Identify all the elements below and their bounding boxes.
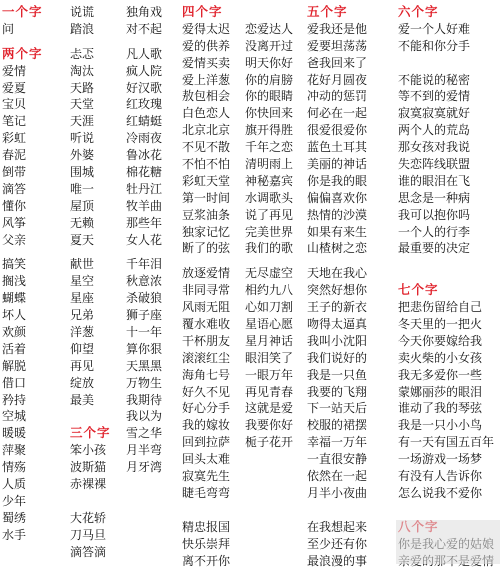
song-title: 我要你好	[245, 417, 293, 434]
song-title: 天路	[70, 80, 111, 97]
song-title: 活着	[2, 341, 43, 358]
song-title: 我是一只小小鸟	[398, 417, 494, 434]
song-title: 好心分手	[182, 400, 230, 417]
song-title: 杀破狼	[126, 290, 162, 307]
song-title: 萍聚	[2, 442, 43, 459]
song-title: 彩虹	[2, 130, 43, 147]
song-title: 断了的弦	[182, 240, 230, 257]
song-title: 北京北京	[182, 122, 230, 139]
song-title: 月半小夜曲	[307, 485, 367, 502]
song-title: 第一时间	[182, 190, 230, 207]
section-gap	[70, 38, 111, 46]
song-title: 仰望	[70, 341, 111, 358]
song-title: 懂你	[2, 198, 43, 215]
song-title: 独家记忆	[182, 224, 230, 241]
song-title: 彩虹天堂	[182, 173, 230, 190]
song-title: 海角七号	[182, 367, 230, 384]
song-title: 空城	[2, 408, 43, 425]
song-title: 很爱很爱你	[307, 122, 367, 139]
song-title: 一场游戏一场梦	[398, 451, 494, 468]
song-title: 你的眼睛	[245, 88, 293, 105]
song-title: 爱得太迟	[182, 21, 230, 38]
song-title: 天堂	[70, 96, 111, 113]
section-gap	[307, 257, 367, 265]
song-title: 人质	[2, 476, 43, 493]
song-title: 围城	[70, 164, 111, 181]
song-title: 唯一	[70, 181, 111, 198]
song-title: 豆浆油条	[182, 207, 230, 224]
song-title: 何必在一起	[307, 105, 367, 122]
song-title: 笔记	[2, 113, 43, 130]
section-gap	[70, 248, 111, 256]
song-title: 最浪漫的事	[307, 553, 367, 569]
song-title: 不能和你分手	[398, 38, 494, 55]
song-title: 吻得太逼真	[307, 316, 367, 333]
song-title: 搞笑	[2, 256, 43, 273]
song-title: 一个人的行李	[398, 224, 494, 241]
song-title: 一直很安静	[307, 451, 367, 468]
section-heading: 七个字	[398, 282, 494, 299]
song-title: 我期待	[126, 392, 162, 409]
song-title: 谁的眼泪在飞	[398, 173, 494, 190]
song-title: 淘汰	[70, 63, 111, 80]
song-title: 如果有来生	[307, 224, 367, 241]
song-title: 明天你好	[245, 55, 293, 72]
song-title: 神秘嘉宾	[245, 173, 293, 190]
song-title: 精忠报国	[182, 519, 230, 536]
song-title: 快乐崇拜	[182, 536, 230, 553]
song-title: 清明雨上	[245, 156, 293, 173]
song-title: 爱夏	[2, 80, 43, 97]
song-title: 刀马旦	[70, 527, 111, 544]
song-title: 突然好想你	[307, 282, 367, 299]
section-gap	[126, 248, 162, 256]
song-title: 至少还有你	[307, 536, 367, 553]
section-heading: 六个字	[398, 4, 494, 21]
song-title: 等不到的爱情	[398, 88, 494, 105]
song-title: 月牙湾	[126, 459, 162, 476]
song-title: 笨小孩	[70, 442, 111, 459]
song-title: 这就是爱	[245, 400, 293, 417]
song-title	[398, 265, 494, 282]
song-title: 回头太难	[182, 451, 230, 468]
song-title: 星座	[70, 290, 111, 307]
song-title: 山楂树之恋	[307, 240, 367, 257]
song-title	[245, 4, 293, 21]
column-3	[126, 4, 162, 476]
song-title: 无尽虚空	[245, 265, 293, 282]
song-title: 我可以抱你吗	[398, 207, 494, 224]
song-title: 冬天里的一把火	[398, 316, 494, 333]
song-title: 不怕不怕	[182, 156, 230, 173]
song-title: 我的嫁妆	[182, 417, 230, 434]
song-title: 疯人院	[126, 63, 162, 80]
song-title: 今天你要嫁给我	[398, 333, 494, 350]
song-title: 最美	[70, 392, 111, 409]
song-title: 卖火柴的小女孩	[398, 350, 494, 367]
column-6	[307, 4, 367, 569]
song-title: 倒带	[2, 164, 43, 181]
song-title: 非同寻常	[182, 282, 230, 299]
song-title: 干杯朋友	[182, 333, 230, 350]
song-title: 美丽的神话	[307, 156, 367, 173]
song-title: 搁浅	[2, 273, 43, 290]
song-title: 凡人歌	[126, 46, 162, 63]
song-title: 天涯	[70, 113, 111, 130]
song-title: 放逐爱情	[182, 265, 230, 282]
song-title: 蝴蝶	[2, 290, 43, 307]
song-title: 情殇	[2, 459, 43, 476]
column-4	[182, 4, 230, 569]
song-title: 王子的新衣	[307, 299, 367, 316]
column-2	[70, 4, 111, 561]
song-title: 天地在我心	[307, 265, 367, 282]
song-title: 我叫小沈阳	[307, 333, 367, 350]
column-1	[2, 4, 43, 544]
song-title: 风筝	[2, 215, 43, 232]
song-title: 相约九八	[245, 282, 293, 299]
song-title: 春泥	[2, 147, 43, 164]
section-gap	[182, 257, 230, 265]
song-title: 屋顶	[70, 198, 111, 215]
song-title: 回到拉萨	[182, 434, 230, 451]
song-title: 好汉歌	[126, 80, 162, 97]
song-title: 花好月圆夜	[307, 72, 367, 89]
song-title: 鲁冰花	[126, 147, 162, 164]
song-title: 宝贝	[2, 96, 43, 113]
song-title: 我是一只鱼	[307, 367, 367, 384]
section-gap	[2, 38, 43, 46]
song-title	[70, 408, 111, 425]
song-title: 校服的裙摆	[307, 417, 367, 434]
song-title: 心如刀割	[245, 299, 293, 316]
song-title: 欢颜	[2, 324, 43, 341]
song-title: 不见不散	[182, 139, 230, 156]
song-title: 爱我还是他	[307, 21, 367, 38]
section-heading: 三个字	[70, 425, 111, 442]
song-title: 女人花	[126, 232, 162, 249]
song-title: 谁动了我的琴弦	[398, 400, 494, 417]
song-title: 爱情买卖	[182, 55, 230, 72]
song-title: 爱要坦荡荡	[307, 38, 367, 55]
song-title: 借口	[2, 375, 43, 392]
song-title	[307, 502, 367, 519]
song-title: 覆水难收	[182, 316, 230, 333]
song-title: 冷雨夜	[126, 130, 162, 147]
song-title: 偏偏喜欢你	[307, 190, 367, 207]
song-title: 白色恋人	[182, 105, 230, 122]
song-title: 把悲伤留给自己	[398, 299, 494, 316]
song-title: 少年	[2, 493, 43, 510]
song-title: 万物生	[126, 375, 162, 392]
song-title: 对不起	[126, 21, 162, 38]
section-heading: 四个字	[182, 4, 230, 21]
section-gap	[126, 38, 162, 46]
song-title: 十一年	[126, 324, 162, 341]
song-title: 独角戏	[126, 4, 162, 21]
song-title: 红玫瑰	[126, 96, 162, 113]
song-title: 波斯猫	[70, 459, 111, 476]
song-title: 红蜻蜓	[126, 113, 162, 130]
section-gap	[2, 248, 43, 256]
song-title: 失恋阵线联盟	[398, 156, 494, 173]
song-title: 夏天	[70, 232, 111, 249]
song-title: 那些年	[126, 215, 162, 232]
song-title: 恋爱达人	[245, 21, 293, 38]
song-title: 那女孩对我说	[398, 139, 494, 156]
song-title	[398, 55, 494, 72]
song-title: 再见青春	[245, 384, 293, 401]
song-title: 风雨无阻	[182, 299, 230, 316]
section-heading: 两个字	[2, 46, 43, 63]
song-title: 千年泪	[126, 256, 162, 273]
song-title: 星月神话	[245, 333, 293, 350]
song-title: 暖暖	[2, 425, 43, 442]
song-title: 在我想起来	[307, 519, 367, 536]
song-title: 算你狠	[126, 341, 162, 358]
song-title: 你的肩膀	[245, 72, 293, 89]
song-title: 无赖	[70, 215, 111, 232]
song-title: 离不开你	[182, 553, 230, 569]
song-title: 幸福一万年	[307, 434, 367, 451]
song-title: 牧羊曲	[126, 198, 162, 215]
song-title: 绽放	[70, 375, 111, 392]
song-title: 忐忑	[70, 46, 111, 63]
song-title: 依然在一起	[307, 468, 367, 485]
song-title: 蒙娜丽莎的眼泪	[398, 384, 494, 401]
song-title: 再见	[70, 358, 111, 375]
song-title: 赤裸裸	[70, 476, 111, 493]
song-title: 我们的歌	[245, 240, 293, 257]
song-title: 滚滚红尘	[182, 350, 230, 367]
song-title: 说谎	[70, 4, 111, 21]
song-title: 不能说的秘密	[398, 72, 494, 89]
column-5	[245, 4, 293, 451]
song-title: 棉花糖	[126, 164, 162, 181]
song-title: 矜持	[2, 392, 43, 409]
song-title: 怎么说我不爱你	[398, 485, 494, 502]
song-title: 水调歌头	[245, 190, 293, 207]
song-title: 有没有人告诉你	[398, 468, 494, 485]
song-title: 旗开得胜	[245, 122, 293, 139]
song-title: 爱的供养	[182, 38, 230, 55]
song-title: 爱上洋葱	[182, 72, 230, 89]
song-title: 听说	[70, 130, 111, 147]
song-title: 星空	[70, 273, 111, 290]
song-title: 我们说好的	[307, 350, 367, 367]
song-title: 问	[2, 21, 43, 38]
song-title: 我以为	[126, 408, 162, 425]
song-title: 爸我回来了	[307, 55, 367, 72]
song-title: 千年之恋	[245, 139, 293, 156]
song-title: 两个人的荒岛	[398, 122, 494, 139]
song-title: 最重要的决定	[398, 240, 494, 257]
song-title: 说了再见	[245, 207, 293, 224]
song-title: 下一站天后	[307, 400, 367, 417]
song-title: 蓝色土耳其	[307, 139, 367, 156]
song-title: 雪之华	[126, 425, 162, 442]
song-title	[182, 502, 230, 519]
song-title: 水手	[2, 527, 43, 544]
song-title: 爱一个人好难	[398, 21, 494, 38]
section-heading: 一个字	[2, 4, 43, 21]
song-title: 寂寞先生	[182, 468, 230, 485]
watermark-overlay	[396, 520, 500, 564]
song-title: 秋意浓	[126, 273, 162, 290]
song-title: 我要的飞翔	[307, 384, 367, 401]
song-title: 一眼万年	[245, 367, 293, 384]
song-title: 解脱	[2, 358, 43, 375]
song-title: 敖包相会	[182, 88, 230, 105]
section-gap	[398, 257, 494, 265]
song-title: 狮子座	[126, 307, 162, 324]
song-title: 献世	[70, 256, 111, 273]
song-title: 完美世界	[245, 224, 293, 241]
song-title: 有一天有国五百年	[398, 434, 494, 451]
song-title: 牡丹江	[126, 181, 162, 198]
song-title: 你快回来	[245, 105, 293, 122]
song-title	[398, 502, 494, 519]
song-title: 父亲	[2, 232, 43, 249]
song-title: 没离开过	[245, 38, 293, 55]
song-title: 好久不见	[182, 384, 230, 401]
song-title: 我无多爱你一些	[398, 367, 494, 384]
song-title: 思念是一种病	[398, 190, 494, 207]
section-heading: 五个字	[307, 4, 367, 21]
song-title: 眼泪笑了	[245, 350, 293, 367]
song-title: 大花轿	[70, 510, 111, 527]
column-7	[398, 4, 494, 569]
song-title: 冲动的惩罚	[307, 88, 367, 105]
song-title: 蜀绣	[2, 510, 43, 527]
song-title: 滴答	[2, 181, 43, 198]
song-title: 星语心愿	[245, 316, 293, 333]
song-title: 洋葱	[70, 324, 111, 341]
song-title: 坏人	[2, 307, 43, 324]
song-title: 爱情	[2, 63, 43, 80]
section-gap	[245, 257, 293, 265]
song-title: 寂寞寂寞就好	[398, 105, 494, 122]
song-title: 你是我的眼	[307, 173, 367, 190]
song-title: 天黑黑	[126, 358, 162, 375]
song-title: 踏浪	[70, 21, 111, 38]
song-title: 月半弯	[126, 442, 162, 459]
song-title: 兄弟	[70, 307, 111, 324]
song-title	[70, 493, 111, 510]
song-title: 滴答滴	[70, 544, 111, 561]
song-title: 睫毛弯弯	[182, 485, 230, 502]
song-title: 栀子花开	[245, 434, 293, 451]
song-title: 热情的沙漠	[307, 207, 367, 224]
song-title: 外婆	[70, 147, 111, 164]
